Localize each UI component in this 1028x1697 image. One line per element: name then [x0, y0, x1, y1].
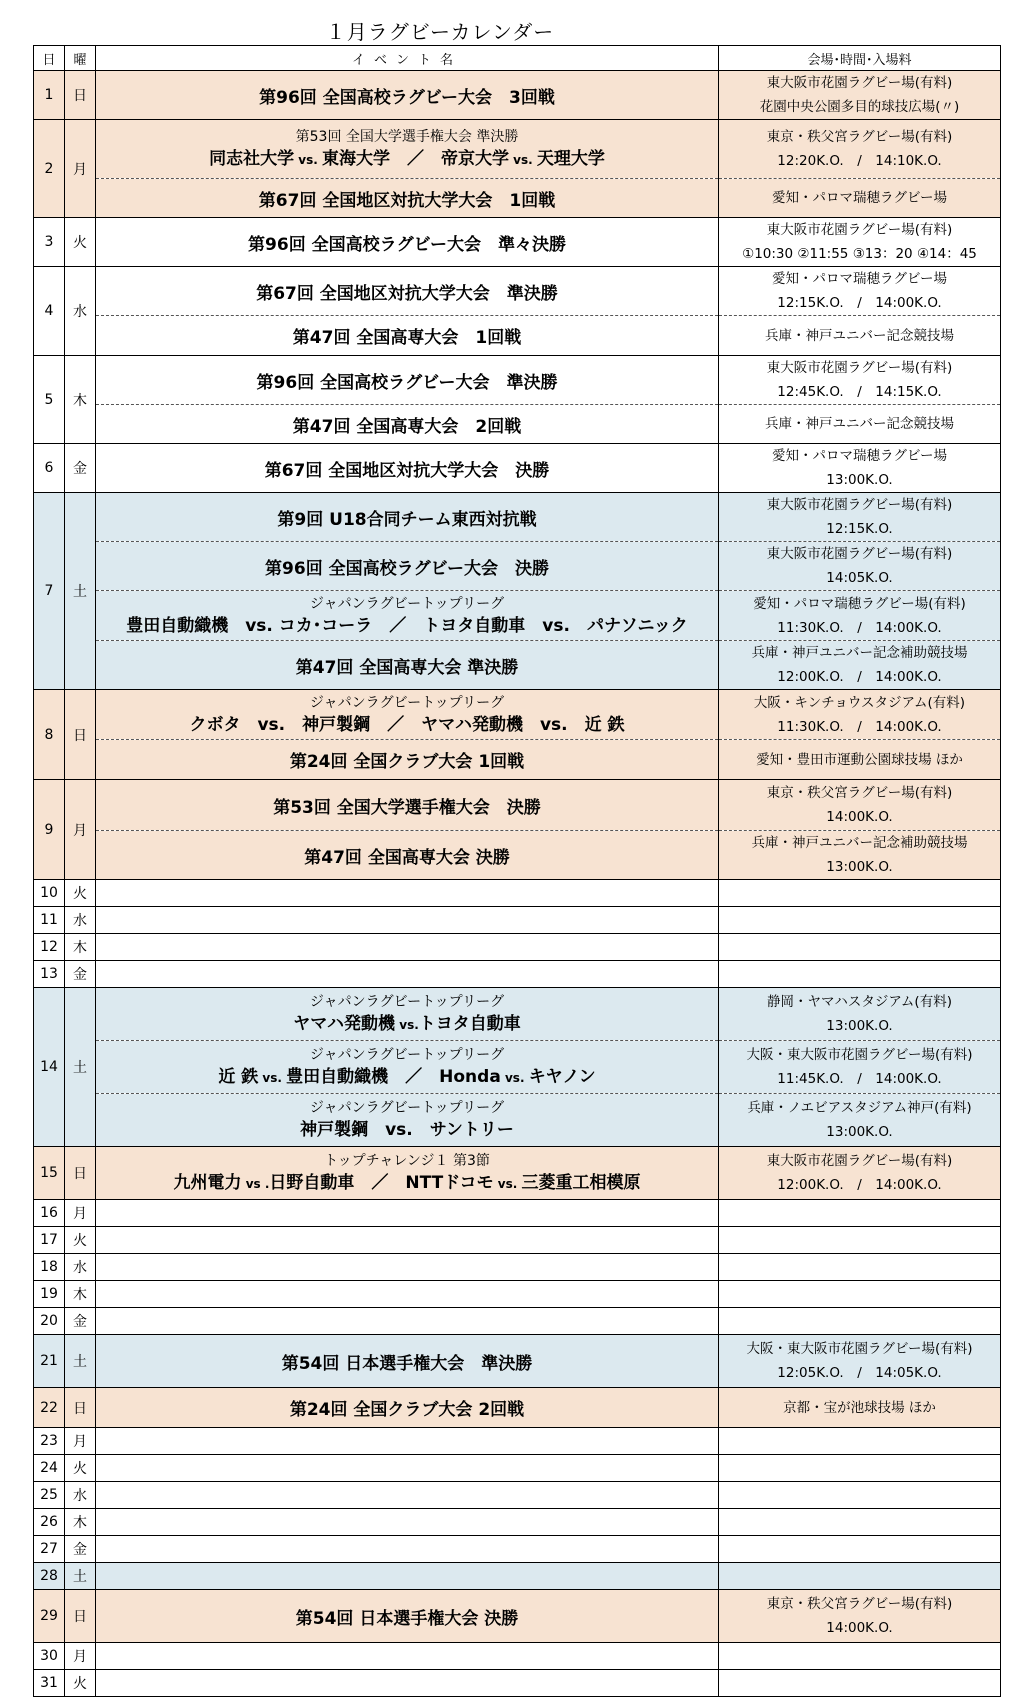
venue-cell [719, 1147, 1001, 1200]
venue-line: 12:45K.O. / 14:15K.O. [777, 384, 942, 400]
venue-line: 兵庫・神戸ユニバー記念補助競技場 [751, 835, 968, 851]
event-cell [96, 1482, 719, 1509]
event-cell [96, 740, 719, 780]
vs-label: vs. [500, 1070, 529, 1085]
day-cell: 6 [34, 444, 65, 493]
team-name: 日野自動車 [269, 1172, 355, 1193]
table-row [34, 934, 1001, 961]
event-title: 第24回 全国クラブ大会 2回戦 [289, 1400, 525, 1420]
weekday-cell: 木 [65, 934, 96, 961]
event-subtitle: ジャパンラグビートップリーグ [309, 1046, 505, 1063]
weekday-cell: 金 [65, 1308, 96, 1335]
event-cell [96, 1455, 719, 1482]
venue-cell [719, 1482, 1001, 1509]
venue-cell [719, 356, 1001, 405]
event-cell [96, 1041, 719, 1094]
venue-cell [719, 1227, 1001, 1254]
event-cell [96, 907, 719, 934]
table-row [34, 988, 1001, 1041]
vs-label: vs. [509, 152, 537, 167]
day-cell: 25 [34, 1482, 65, 1509]
event-cell [96, 831, 719, 880]
weekday-cell: 土 [65, 988, 96, 1147]
team-name: トヨタ自動車 [418, 1013, 521, 1034]
day-cell: 23 [34, 1428, 65, 1455]
table-row [34, 1041, 1001, 1094]
header-event: イベント名 [96, 46, 719, 71]
table-row [34, 542, 1001, 591]
event-cell [96, 1670, 719, 1697]
event-cell [96, 444, 719, 493]
event-cell [96, 1388, 719, 1428]
venue-line: 13:00K.O. [826, 472, 893, 488]
day-cell: 13 [34, 961, 65, 988]
event-cell [96, 591, 719, 641]
venue-cell [719, 1041, 1001, 1094]
table-row [34, 780, 1001, 831]
day-cell: 18 [34, 1254, 65, 1281]
venue-line: 兵庫・神戸ユニバー記念競技場 [765, 416, 954, 432]
vs-label: vs. [493, 1176, 522, 1191]
venue-line: 大阪・東大阪市花園ラグビー場(有料) [746, 1341, 973, 1357]
day-cell: 26 [34, 1509, 65, 1536]
venue-cell [719, 880, 1001, 907]
venue-cell [719, 1281, 1001, 1308]
venue-cell [719, 444, 1001, 493]
event-cell [96, 267, 719, 316]
event-matchups [96, 1065, 718, 1090]
venue-cell [719, 1308, 1001, 1335]
event-title: 第67回 全国地区対抗大学大会 1回戦 [258, 190, 556, 211]
vs-label: vs. [395, 1017, 419, 1032]
weekday-cell: 月 [65, 1200, 96, 1227]
venue-line: 大阪・キンチョウスタジアム(有料) [753, 694, 966, 711]
event-cell [96, 71, 719, 120]
table-row [34, 1590, 1001, 1643]
weekday-cell: 火 [65, 880, 96, 907]
venue-cell [719, 1254, 1001, 1281]
venue-line: 14:00K.O. [826, 1620, 893, 1636]
event-title: 第54回 日本選手権大会 決勝 [295, 1608, 519, 1629]
venue-cell [719, 542, 1001, 591]
day-cell: 14 [34, 988, 65, 1147]
venue-line: 12:15K.O. / 14:00K.O. [777, 295, 942, 311]
weekday-cell: 日 [65, 690, 96, 780]
weekday-cell: 木 [65, 1281, 96, 1308]
header-weekday: 曜 [65, 46, 96, 71]
venue-cell [719, 405, 1001, 444]
rugby-calendar-table [33, 45, 1001, 1697]
venue-line: 14:05K.O. [826, 570, 893, 586]
event-title: 第67回 全国地区対抗大学大会 決勝 [264, 460, 550, 481]
venue-line: 12:15K.O. [826, 521, 893, 537]
venue-line: 13:00K.O. [826, 859, 893, 875]
event-title: 第53回 全国大学選手権大会 決勝 [273, 797, 541, 818]
weekday-cell: 金 [65, 444, 96, 493]
weekday-cell: 月 [65, 780, 96, 880]
weekday-cell: 水 [65, 1254, 96, 1281]
venue-line: 13:00K.O. [826, 1124, 893, 1140]
table-row [34, 690, 1001, 740]
venue-line: 愛知・パロマ瑞穂ラグビー場 [772, 271, 947, 287]
weekday-cell: 火 [65, 218, 96, 267]
event-cell [96, 218, 719, 267]
table-row [34, 961, 1001, 988]
day-cell: 20 [34, 1308, 65, 1335]
venue-line: 11:30K.O. / 14:00K.O. [777, 619, 942, 636]
table-row [34, 907, 1001, 934]
weekday-cell: 日 [65, 1590, 96, 1643]
event-cell [96, 316, 719, 356]
table-row [34, 493, 1001, 542]
event-cell [96, 405, 719, 444]
day-cell: 5 [34, 356, 65, 444]
venue-line: 愛知・パロマ瑞穂ラグビー場 [772, 190, 947, 206]
weekday-cell: 火 [65, 1455, 96, 1482]
venue-cell [719, 1536, 1001, 1563]
venue-cell [719, 780, 1001, 831]
table-row [34, 1536, 1001, 1563]
venue-cell [719, 120, 1001, 179]
event-title: 第96回 全国高校ラグビー大会 準々決勝 [248, 234, 566, 255]
table-row [34, 831, 1001, 880]
team-name: 三菱重工相模原 [521, 1172, 641, 1193]
venue-cell [719, 690, 1001, 740]
weekday-cell: 土 [65, 1335, 96, 1388]
team-name: 東海大学 [322, 148, 390, 169]
venue-line: 花園中央公園多目的球技広場(〃) [759, 99, 960, 115]
table-row [34, 405, 1001, 444]
venue-cell [719, 1455, 1001, 1482]
weekday-cell: 水 [65, 267, 96, 356]
venue-line: 兵庫・神戸ユニバー記念補助競技場 [751, 645, 968, 661]
event-cell [96, 542, 719, 591]
day-cell: 29 [34, 1590, 65, 1643]
weekday-cell: 日 [65, 71, 96, 120]
team-name: 近 鉄 [218, 1066, 259, 1087]
venue-cell [719, 218, 1001, 267]
day-cell: 24 [34, 1455, 65, 1482]
table-row [34, 591, 1001, 641]
event-matchups [96, 147, 718, 172]
team-name: Honda [439, 1066, 501, 1087]
day-cell: 22 [34, 1388, 65, 1428]
venue-cell [719, 907, 1001, 934]
venue-cell [719, 1094, 1001, 1147]
vs-label: vs . [241, 1176, 270, 1191]
day-cell: 11 [34, 907, 65, 934]
venue-cell [719, 179, 1001, 218]
venue-line: 12:05K.O. / 14:05K.O. [777, 1365, 942, 1381]
table-row [34, 1227, 1001, 1254]
weekday-cell: 月 [65, 1428, 96, 1455]
separator: ／ [388, 1066, 440, 1087]
venue-cell [719, 493, 1001, 542]
team-name: 豊田自動織機 [286, 1066, 389, 1087]
header-venue: 会場･時間･入場料 [719, 46, 1001, 71]
team-name: 帝京大学 [441, 148, 509, 169]
event-title: 第96回 全国高校ラグビー大会 決勝 [265, 558, 549, 579]
venue-cell [719, 1509, 1001, 1536]
event-cell [96, 690, 719, 740]
calendar-title: １月ラグビーカレンダー [325, 20, 555, 44]
table-row [34, 1094, 1001, 1147]
event-matchups: 豊田自動織機 vs. コカ･コーラ ／ トヨタ自動車 vs. パナソニック [126, 615, 688, 636]
event-matchups [96, 1171, 718, 1196]
venue-line: 静岡・ヤマハスタジアム(有料) [767, 994, 952, 1010]
venue-line: 東大阪市花園ラグビー場(有料) [766, 222, 953, 238]
venue-line: 愛知・パロマ瑞穂ラグビー場 [772, 448, 947, 464]
team-name: キヤノン [528, 1066, 596, 1087]
event-cell [96, 1590, 719, 1643]
event-title: 第47回 全国高専大会 1回戦 [292, 328, 522, 348]
venue-line: ①10:30 ②11:55 ③13：20 ④14：45 [742, 246, 977, 262]
venue-line: 東大阪市花園ラグビー場(有料) [766, 360, 953, 376]
vs-label: vs. [258, 1070, 287, 1085]
event-cell [96, 988, 719, 1041]
venue-line: 11:45K.O. / 14:00K.O. [777, 1071, 942, 1087]
event-cell [96, 641, 719, 690]
weekday-cell: 火 [65, 1670, 96, 1697]
event-title: 第24回 全国クラブ大会 1回戦 [289, 752, 525, 772]
table-row [34, 71, 1001, 120]
table-row [34, 1455, 1001, 1482]
weekday-cell: 木 [65, 1509, 96, 1536]
venue-line: 東京・秩父宮ラグビー場(有料) [766, 785, 953, 801]
header-day: 日 [34, 46, 65, 71]
venue-line: 12:20K.O. / 14:10K.O. [777, 153, 942, 169]
event-title: 第96回 全国高校ラグビー大会 準決勝 [256, 372, 558, 393]
event-cell [96, 120, 719, 179]
table-row [34, 1281, 1001, 1308]
event-title: 第54回 日本選手権大会 準決勝 [281, 1353, 533, 1374]
event-subtitle: ジャパンラグビートップリーグ [309, 993, 505, 1010]
venue-cell [719, 961, 1001, 988]
event-cell [96, 1335, 719, 1388]
table-row [34, 1335, 1001, 1388]
day-cell: 15 [34, 1147, 65, 1200]
event-title: 第67回 全国地区対抗大学大会 準決勝 [256, 283, 558, 304]
venue-line: 大阪・東大阪市花園ラグビー場(有料) [746, 1047, 973, 1063]
venue-line: 12:00K.O. / 14:00K.O. [777, 669, 942, 685]
venue-cell [719, 1428, 1001, 1455]
table-row [34, 1428, 1001, 1455]
table-row [34, 1254, 1001, 1281]
venue-cell [719, 71, 1001, 120]
event-cell [96, 1308, 719, 1335]
venue-cell [719, 1388, 1001, 1428]
event-cell [96, 880, 719, 907]
venue-line: 京都・宝が池球技場 ほか [783, 1399, 936, 1416]
table-row [34, 1388, 1001, 1428]
day-cell: 16 [34, 1200, 65, 1227]
day-cell: 10 [34, 880, 65, 907]
venue-cell [719, 1200, 1001, 1227]
table-row [34, 1509, 1001, 1536]
venue-cell [719, 1563, 1001, 1590]
venue-line: 愛知・パロマ瑞穂ラグビー場(有料) [753, 595, 966, 612]
event-cell [96, 1147, 719, 1200]
venue-line: 東京・秩父宮ラグビー場(有料) [766, 1596, 953, 1612]
venue-cell [719, 267, 1001, 316]
event-cell [96, 1509, 719, 1536]
event-title: 第47回 全国高専大会 決勝 [304, 847, 510, 868]
event-matchups: 神戸製鋼 vs. サントリー [300, 1120, 514, 1140]
weekday-cell: 水 [65, 907, 96, 934]
day-cell: 21 [34, 1335, 65, 1388]
venue-cell [719, 1643, 1001, 1670]
weekday-cell: 金 [65, 1536, 96, 1563]
event-subtitle: ジャパンラグビートップリーグ [309, 595, 505, 612]
weekday-cell: 日 [65, 1147, 96, 1200]
weekday-cell: 木 [65, 356, 96, 444]
venue-line: 東大阪市花園ラグビー場(有料) [766, 497, 953, 513]
day-cell: 9 [34, 780, 65, 880]
day-cell: 3 [34, 218, 65, 267]
day-cell: 30 [34, 1643, 65, 1670]
day-cell: 27 [34, 1536, 65, 1563]
weekday-cell: 日 [65, 1388, 96, 1428]
table-row [34, 1147, 1001, 1200]
event-cell [96, 1643, 719, 1670]
day-cell: 19 [34, 1281, 65, 1308]
table-row [34, 120, 1001, 179]
day-cell: 12 [34, 934, 65, 961]
table-row [34, 316, 1001, 356]
event-subtitle: ジャパンラグビートップリーグ [309, 1100, 505, 1116]
event-subtitle: 第53回 全国大学選手権大会 準決勝 [295, 128, 519, 145]
weekday-cell: 月 [65, 120, 96, 218]
venue-line: 12:00K.O. / 14:00K.O. [777, 1177, 942, 1193]
table-row [34, 1308, 1001, 1335]
day-cell: 8 [34, 690, 65, 780]
day-cell: 1 [34, 71, 65, 120]
separator: ／ [354, 1172, 406, 1193]
event-cell [96, 934, 719, 961]
venue-line: 13:00K.O. [826, 1018, 893, 1034]
weekday-cell: 土 [65, 493, 96, 690]
day-cell: 4 [34, 267, 65, 356]
event-subtitle: トップチャレンジ１ 第3節 [324, 1152, 490, 1169]
venue-line: 東大阪市花園ラグビー場(有料) [766, 1153, 953, 1169]
event-cell [96, 1428, 719, 1455]
table-row [34, 218, 1001, 267]
event-matchups [96, 1012, 718, 1037]
table-row [34, 267, 1001, 316]
venue-line: 東京・秩父宮ラグビー場(有料) [766, 129, 953, 145]
event-title: 第47回 全国高専大会 2回戦 [292, 416, 522, 437]
venue-cell [719, 934, 1001, 961]
event-title: 第9回 U18合同チーム東西対抗戦 [277, 509, 537, 530]
table-row [34, 1670, 1001, 1697]
table-row [34, 740, 1001, 780]
event-cell [96, 1563, 719, 1590]
event-cell [96, 1281, 719, 1308]
day-cell: 2 [34, 120, 65, 218]
venue-cell [719, 591, 1001, 641]
table-row [34, 1200, 1001, 1227]
table-row [34, 1563, 1001, 1590]
weekday-cell: 水 [65, 1482, 96, 1509]
table-row [34, 641, 1001, 690]
event-cell [96, 1094, 719, 1147]
venue-cell [719, 1670, 1001, 1697]
event-cell [96, 1254, 719, 1281]
event-title: 第47回 全国高専大会 準決勝 [295, 657, 519, 678]
venue-line: 東大阪市花園ラグビー場(有料) [766, 75, 953, 91]
table-row [34, 880, 1001, 907]
venue-cell [719, 988, 1001, 1041]
team-name: 九州電力 [173, 1172, 242, 1193]
table-row [34, 356, 1001, 405]
venue-cell [719, 1335, 1001, 1388]
day-cell: 17 [34, 1227, 65, 1254]
separator: ／ [390, 148, 441, 169]
table-row [34, 1482, 1001, 1509]
event-cell [96, 780, 719, 831]
day-cell: 7 [34, 493, 65, 690]
weekday-cell: 月 [65, 1643, 96, 1670]
table-row [34, 1643, 1001, 1670]
event-cell [96, 1227, 719, 1254]
weekday-cell: 火 [65, 1227, 96, 1254]
venue-cell [719, 641, 1001, 690]
venue-cell [719, 316, 1001, 356]
team-name: NTTドコモ [405, 1172, 494, 1193]
venue-cell [719, 1590, 1001, 1643]
event-subtitle: ジャパンラグビートップリーグ [309, 694, 505, 711]
venue-line: 東大阪市花園ラグビー場(有料) [766, 546, 953, 562]
venue-line: 兵庫・神戸ユニバー記念競技場 [765, 327, 954, 344]
team-name: 天理大学 [536, 148, 605, 169]
team-name: ヤマハ発動機 [293, 1013, 396, 1034]
event-cell [96, 356, 719, 405]
event-cell [96, 1200, 719, 1227]
header-row [34, 46, 1001, 71]
weekday-cell: 土 [65, 1563, 96, 1590]
event-title: 第96回 全国高校ラグビー大会 3回戦 [259, 87, 555, 108]
table-row [34, 444, 1001, 493]
event-cell [96, 961, 719, 988]
venue-line: 14:00K.O. [826, 809, 893, 825]
venue-line: 11:30K.O. / 14:00K.O. [777, 718, 942, 735]
venue-line: 兵庫・ノエビアスタジアム神戸(有料) [747, 1100, 972, 1116]
day-cell: 31 [34, 1670, 65, 1697]
vs-label: vs. [294, 152, 322, 167]
day-cell: 28 [34, 1563, 65, 1590]
team-name: 同志社大学 [209, 148, 295, 169]
table-row [34, 179, 1001, 218]
venue-cell [719, 831, 1001, 880]
event-cell [96, 179, 719, 218]
event-cell [96, 493, 719, 542]
venue-line: 愛知・豊田市運動公園球技場 ほか [756, 751, 963, 768]
event-matchups: クボタ vs. 神戸製鋼 ／ ヤマハ発動機 vs. 近 鉄 [189, 714, 625, 735]
weekday-cell: 金 [65, 961, 96, 988]
event-cell [96, 1536, 719, 1563]
venue-cell [719, 740, 1001, 780]
